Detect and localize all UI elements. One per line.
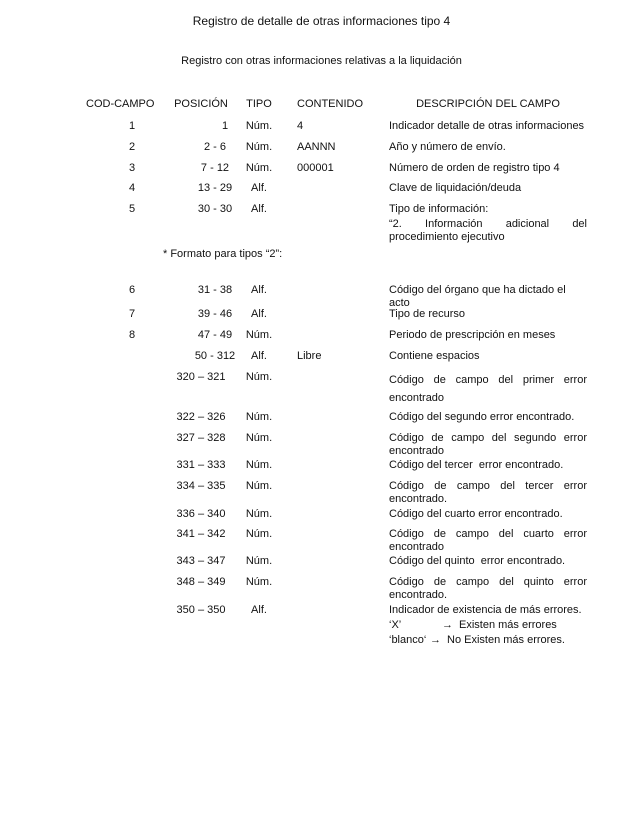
cell-desc: Código de campo del primer error encontrado	[389, 374, 587, 404]
error-value-line	[430, 634, 565, 647]
cell-pos: 13 - 29	[197, 182, 233, 194]
header-cod-campo: COD-CAMPO	[86, 98, 155, 110]
cell-cod: 2	[128, 141, 136, 153]
cell-cod: 8	[128, 329, 136, 341]
error-value-text: No Existen más errores.	[447, 634, 565, 646]
cell-pos: 336 – 340	[176, 508, 226, 520]
cell-desc: Tipo de recurso	[389, 308, 466, 320]
cell-desc: Código de campo del cuarto error encontrado	[389, 528, 587, 553]
cell-tipo: Núm.	[245, 480, 273, 492]
cell-pos: 47 - 49	[197, 329, 233, 341]
cell-tipo: Núm.	[245, 141, 273, 153]
cell-desc: Indicador de existencia de más errores.	[389, 604, 582, 616]
cell-contenido: 000001	[297, 162, 334, 174]
cell-tipo: Núm.	[245, 459, 273, 471]
cell-desc: Año y número de envío.	[389, 141, 506, 153]
cell-desc: Código de campo del quinto error encontrado.	[389, 576, 587, 601]
cell-cod: 5	[128, 203, 136, 215]
cell-pos: 30 - 30	[197, 203, 233, 215]
page-title: Registro de detalle de otras informaciones tipo 4	[192, 14, 451, 28]
cell-pos: 334 – 335	[176, 480, 226, 492]
cell-cod: 6	[128, 284, 136, 296]
cell-desc: Tipo de información:	[389, 203, 489, 215]
cell-desc: Indicador detalle de otras informaciones	[389, 120, 585, 132]
cell-desc: Código de campo del segundo error encontrado	[389, 432, 587, 457]
cell-tipo: Núm.	[245, 555, 273, 567]
cell-desc: Código del cuarto error encontrado.	[389, 508, 563, 520]
cell-desc-detail: “2. Información adicional del procedimiento ejecutivo	[389, 218, 587, 243]
cell-desc: Código del órgano que ha dictado el acto	[389, 284, 566, 309]
page-subtitle: Registro con otras informaciones relativas a la liquidación	[181, 55, 462, 67]
cell-desc: Clave de liquidación/deuda	[389, 182, 522, 194]
cell-contenido: 4	[297, 120, 304, 132]
arrow-right-icon: →	[430, 634, 441, 646]
cell-tipo: Núm.	[245, 508, 273, 520]
cell-pos: 2 - 6	[203, 141, 226, 153]
cell-pos: 322 – 326	[176, 411, 226, 423]
cell-tipo: Núm.	[245, 528, 273, 540]
cell-pos: 50 - 312	[194, 350, 236, 362]
cell-tipo: Alf.	[251, 203, 267, 215]
cell-tipo: Alf.	[251, 182, 267, 194]
cell-pos: 1	[221, 120, 229, 132]
cell-tipo: Núm.	[245, 120, 273, 132]
format-note: * Formato para tipos “2”:	[163, 248, 283, 260]
cell-cod: 1	[128, 120, 136, 132]
cell-desc: Código del quinto error encontrado.	[389, 555, 566, 567]
header-tipo: TIPO	[246, 98, 272, 110]
error-value-text: Existen más errores	[459, 619, 557, 631]
cell-tipo: Núm.	[245, 576, 273, 588]
cell-tipo: Núm.	[245, 432, 273, 444]
header-posicion: POSICIÓN	[174, 98, 228, 110]
cell-pos: 39 - 46	[197, 308, 233, 320]
error-value-line	[442, 619, 557, 632]
cell-cod: 7	[128, 308, 136, 320]
cell-pos: 348 – 349	[176, 576, 226, 588]
cell-contenido: Libre	[297, 350, 322, 362]
cell-tipo: Alf.	[251, 350, 267, 362]
error-value-code: ‘X’	[389, 619, 402, 631]
cell-tipo: Núm.	[245, 162, 273, 174]
cell-cod: 4	[128, 182, 136, 194]
cell-desc: Periodo de prescripción en meses	[389, 329, 556, 341]
cell-pos: 341 – 342	[176, 528, 226, 540]
cell-pos: 7 - 12	[200, 162, 230, 174]
cell-contenido: AANNN	[297, 141, 336, 153]
cell-pos: 350 – 350	[176, 604, 226, 616]
cell-tipo: Núm.	[245, 371, 273, 383]
cell-pos: 331 – 333	[176, 459, 226, 471]
cell-pos: 343 – 347	[176, 555, 226, 567]
header-contenido: CONTENIDO	[297, 98, 363, 110]
header-descripcion: DESCRIPCIÓN DEL CAMPO	[416, 98, 560, 110]
cell-pos: 31 - 38	[197, 284, 233, 296]
error-value-code: ‘blanco‘	[389, 634, 427, 646]
cell-tipo: Núm.	[245, 411, 273, 423]
cell-desc: Código del segundo error encontrado.	[389, 411, 575, 423]
cell-desc: Código del tercer error encontrado.	[389, 459, 564, 471]
cell-tipo: Alf.	[251, 308, 267, 320]
cell-cod: 3	[128, 162, 136, 174]
cell-desc: Contiene espacios	[389, 350, 480, 362]
arrow-right-icon: →	[442, 619, 453, 631]
cell-tipo: Núm.	[245, 329, 273, 341]
cell-pos: 320 – 321	[176, 371, 226, 383]
cell-desc: Código de campo del tercer error encontrado.	[389, 480, 587, 505]
cell-tipo: Alf.	[251, 284, 267, 296]
cell-tipo: Alf.	[251, 604, 267, 616]
cell-pos: 327 – 328	[176, 432, 226, 444]
cell-desc: Número de orden de registro tipo 4	[389, 162, 560, 174]
